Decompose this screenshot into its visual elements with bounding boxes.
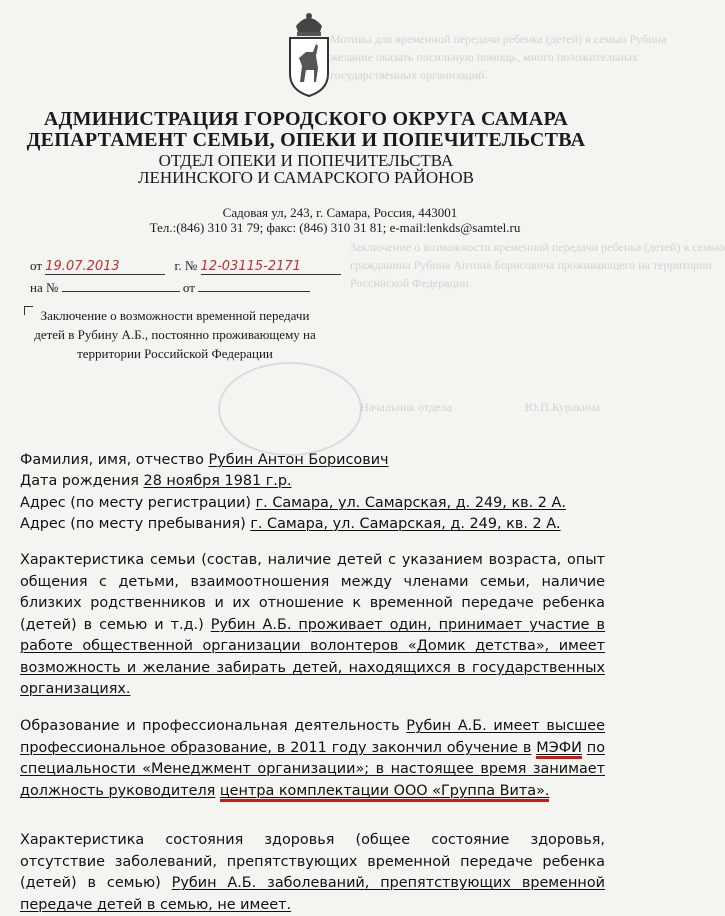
registration-label: Адрес (по месту регистрации) [20, 495, 252, 511]
education-paragraph [20, 716, 605, 802]
in-reply-number-blank [62, 291, 180, 292]
header-line-administration: АДМИНИСТРАЦИЯ ГОРОДСКОГО ОКРУГА САМАРА [43, 108, 569, 130]
health-value: Рубин А.Б. заболеваний, препятствующих временной передаче детей в семью, не имеет. [20, 875, 605, 913]
education-value: Рубин А.Б. имеет высшее профессиональное образование, в 2011 году закончил обучение в [20, 718, 605, 756]
bleed-through-top [330, 30, 666, 84]
bleed-through-mid [350, 238, 725, 292]
outgoing-line [30, 258, 341, 275]
in-reply-label: на № [30, 280, 59, 295]
employer-highlight: центра комплектации ООО «Группа Вита». [220, 783, 550, 802]
stay-value: г. Самара, ул. Самарская, д. 249, кв. 2 А. [250, 516, 561, 532]
university-highlight: МЭФИ [536, 740, 582, 759]
document-subject: Заключение о возможности временной передачи детей в Рубину А.Б., постоянно проживающему на территории Российской Федерации [34, 308, 316, 361]
office-address: Садовая ул, 243, г. Самара, Россия, 443001 [222, 205, 458, 220]
health-paragraph [20, 830, 605, 916]
stay-label: Адрес (по месту пребывания) [20, 516, 246, 532]
health-label: Характеристика состояния здоровья (общее состояние здоровья, отсутствие заболеваний, препятствующих временной передаче ребенка (детей) в семью) [20, 832, 605, 891]
dob-row [20, 473, 292, 489]
name-value: Рубин Антон Борисович [208, 452, 389, 468]
dob-value: 28 ноября 1981 г.р. [143, 473, 292, 489]
name-row [20, 452, 389, 468]
samara-coat-of-arms-icon [286, 12, 332, 98]
office-contacts: Тел.:(846) 310 31 79; факс: (846) 310 31 81; e-mail:lenkds@samtel.ru [149, 220, 521, 235]
stay-row [20, 516, 561, 532]
header-line-division: ОТДЕЛ ОПЕКИ И ПОПЕЧИТЕЛЬСТВА [158, 151, 454, 170]
from-label: от [30, 258, 43, 273]
bleed-line: Российской Федерации. [350, 276, 472, 290]
family-paragraph [20, 550, 605, 701]
bleed-line: желание оказать посильную помощь, много положительных [330, 50, 639, 64]
education-label: Образование и профессиональная деятельность [20, 718, 400, 734]
bleed-line: Мотивы для временной передачи ребенка (детей) в семью Рубина [330, 32, 667, 46]
header-line-districts: ЛЕНИНСКОГО И САМАРСКОГО РАЙОНОВ [137, 168, 475, 187]
bleed-line: государственных организаций. [330, 68, 488, 82]
family-value: Рубин А.Б. проживает один, принимает участие в работе общественной организации волонтеров «Домик детства», имеет возможность и желание забирать детей, находящихся в государственных организациях. [20, 616, 606, 697]
bleed-line: Ю.П.Куракина [524, 400, 601, 414]
in-reply-date-blank [198, 291, 310, 292]
bleed-line: Заключение о возможности временной передачи ребенка (детей) в семью [350, 240, 725, 254]
registration-row [20, 495, 566, 511]
family-label: Характеристика семьи (состав, наличие детей с указанием возраста, опыт общения с детьми, взаимоотношения между членами семьи, наличие близких родственников и их отношение к временной передаче ребенка (детей) в семью и т.д.) [20, 552, 605, 633]
education-specialty: по специальности «Менеджмент организации»; в настоящее время занимает должность руководителя [20, 739, 605, 799]
name-label: Фамилия, имя, отчество [20, 452, 204, 468]
faint-stamp [218, 362, 362, 456]
number-label: г. № [174, 258, 198, 273]
registration-value: г. Самара, ул. Самарская, д. 249, кв. 2 А. [255, 495, 566, 511]
outgoing-date: 19.07.2013 [45, 259, 165, 275]
header-line-department: ДЕПАРТАМЕНТ СЕМЬИ, ОПЕКИ И ПОПЕЧИТЕЛЬСТВА [26, 129, 586, 151]
in-reply-from-label: от [182, 280, 195, 295]
bleed-through-signature [360, 398, 600, 416]
dob-label: Дата рождения [20, 473, 139, 489]
outgoing-number: 12-03115-2171 [201, 259, 341, 275]
bleed-line: гражданина Рубина Антона Борисовича проживающего на территории [350, 258, 712, 272]
in-reply-line [30, 280, 310, 296]
bleed-line: Начальник отдела [360, 400, 452, 414]
